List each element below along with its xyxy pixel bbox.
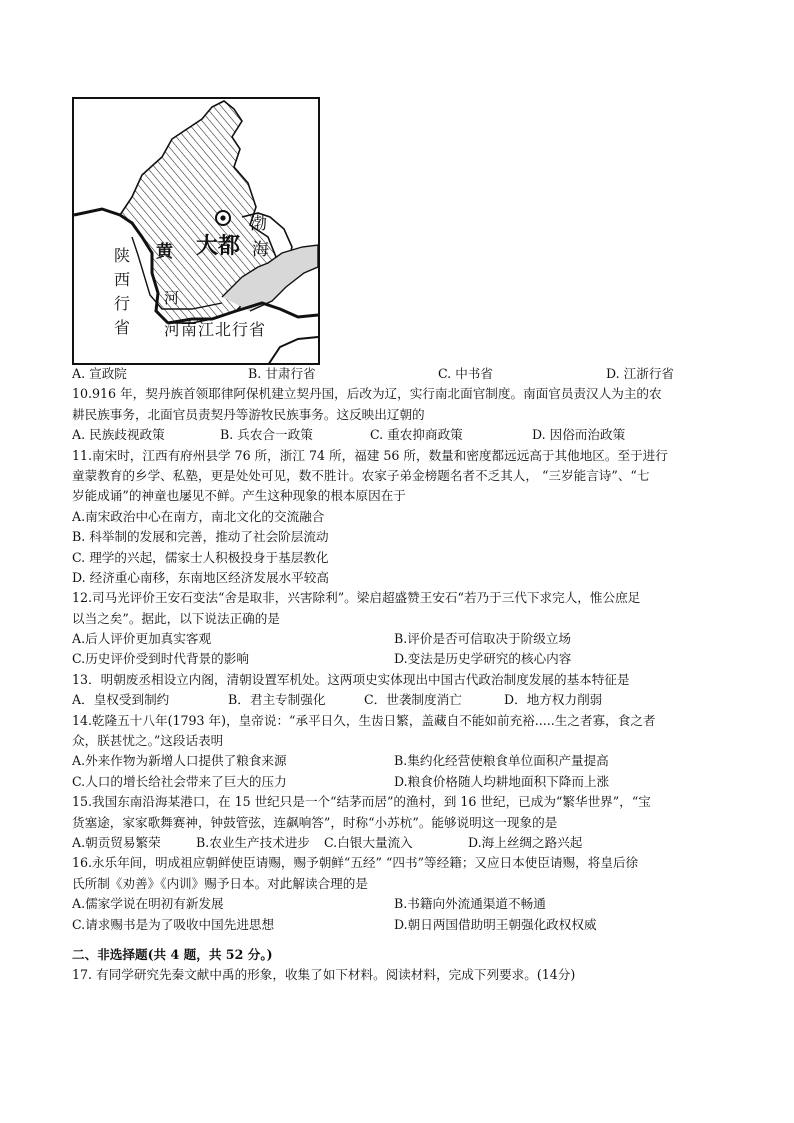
q9-option-a[interactable]: A. 宣政院 xyxy=(72,366,127,381)
q15-option-a[interactable]: A.朝贡贸易繁荣 xyxy=(72,834,161,850)
q14-option-d[interactable]: D.粮食价格随人均耕地面积下降而上涨 xyxy=(394,773,610,789)
map-label-shaanxi-4: 省 xyxy=(114,318,131,337)
q14-stem-line-2: 众，朕甚忧之。”这段话表明 xyxy=(72,733,224,749)
q11-option-c[interactable]: C. 理学的兴起，儒家士人积极投身于基层教化 xyxy=(72,549,329,565)
q11-stem-line-1: 11.南宋时，江西有府州县学 76 所，浙江 74 所，福建 56 所，数量和密度都远远高于其他地区。至于进行 xyxy=(72,447,668,463)
q10-option-a[interactable]: A. 民族歧视政策 xyxy=(72,427,165,443)
q13-option-d[interactable]: D．地方权力削弱 xyxy=(504,692,603,708)
q15-option-c[interactable]: C.白银大量流入 xyxy=(324,834,413,850)
q12-stem-line-2: 以当之矣”。据此，以下说法正确的是 xyxy=(72,610,280,626)
q10-stem-line-1: 10.916 年，契丹族首领耶律阿保机建立契丹国，后改为辽，实行南北面官制度。南面官员责汉人为主的农 xyxy=(72,386,662,402)
q12-option-d[interactable]: D.变法是历史学研究的核心内容 xyxy=(394,651,572,667)
q13-stem-line-1: 13．明朝废丞相设立内阁，清朝设置军机处。这两项史实体现出中国古代政治制度发展的基本特征是 xyxy=(72,671,630,687)
map-label-shaanxi-3: 行 xyxy=(114,294,131,313)
q14-option-b[interactable]: B.集约化经营使粮食单位面积产量提高 xyxy=(394,753,609,769)
map-label-dadu: 大都 xyxy=(196,233,241,259)
q10-options xyxy=(72,425,742,445)
q10-stem-line-2: 耕民族事务，北面官员责契丹等游牧民族事务。这反映出辽朝的 xyxy=(72,406,425,422)
q16-option-d[interactable]: D.朝日两国借助明王朝强化政权权威 xyxy=(394,916,597,932)
question-text xyxy=(72,364,742,986)
q11-option-d[interactable]: D. 经济重心南移，东南地区经济发展水平较高 xyxy=(72,569,329,585)
yuan-map-figure xyxy=(72,97,320,365)
q11-stem-line-2: 童蒙教育的乡学、私塾，更是处处可见，数不胜计。农家子弟金榜题名者不乏其人， “三岁能言诗”、“七 xyxy=(72,467,650,483)
map-label-shaanxi-1: 陕 xyxy=(114,246,131,265)
q10-option-b[interactable]: B. 兵农合一政策 xyxy=(220,427,313,443)
q11-stem-line-3: 岁能成诵”的神童也屡见不鲜。产生这种现象的根本原因在于 xyxy=(72,488,406,504)
q12-option-b[interactable]: B.评价是否可信取决于阶级立场 xyxy=(394,631,571,647)
q14-stem-line-1: 14.乾隆五十八年(1793 年)，皇帝说：“承平日久，生齿日繁，盖藏自不能如前充裕.....生之者寡，食之者 xyxy=(72,712,656,728)
q9-option-b[interactable]: B. 甘肃行省 xyxy=(248,366,316,381)
q16-options-row-2 xyxy=(72,915,742,935)
q16-stem-line-2: 氏所制《劝善》《内训》赐予日本。对此解读合理的是 xyxy=(72,875,368,891)
map-label-hai: 海 xyxy=(252,240,269,260)
q10-option-d[interactable]: D. 因俗而治政策 xyxy=(532,427,626,443)
q14-options-row-2 xyxy=(72,772,742,792)
q14-option-c[interactable]: C.人口的增长给社会带来了巨大的压力 xyxy=(72,773,287,789)
section-2-title: 二、非选择题(共 4 题，共 52 分。) xyxy=(72,946,273,962)
q11-option-a[interactable]: A.南宋政治中心在南方，南北文化的交流融合 xyxy=(72,508,325,524)
q9-option-d[interactable]: D. 江浙行省 xyxy=(606,366,675,381)
q16-option-c[interactable]: C.请求赐书是为了吸收中国先进思想 xyxy=(72,916,275,932)
q15-stem-line-2: 货塞途，家家歌舞赛神，钟鼓管弦，连飙响答”，时称“小苏杭”。能够说明这一现象的是 xyxy=(72,814,558,830)
map-label-henan-jiangbei: 河南江北行省 xyxy=(164,320,267,339)
q16-options-row-1 xyxy=(72,894,742,914)
q15-options xyxy=(72,833,742,853)
map-label-shaanxi-2: 西 xyxy=(114,270,131,289)
q17-stem: 17. 有同学研究先秦文献中禹的形象，收集了如下材料。阅读材料，完成下列要求。(14分) xyxy=(72,967,576,983)
q16-option-a[interactable]: A.儒家学说在明初有新发展 xyxy=(72,896,224,912)
q10-option-c[interactable]: C. 重农抑商政策 xyxy=(370,427,463,443)
section-gap xyxy=(72,935,742,945)
q12-stem-line-1: 12.司马光评价王安石变法“舍是取非，兴害除利”。梁启超盛赞王安石“若乃于三代下求完人，惟公庶足 xyxy=(72,590,641,606)
q12-options-row-2 xyxy=(72,649,742,669)
map-label-huang: 黄 xyxy=(156,242,173,262)
q12-options-row-1 xyxy=(72,629,742,649)
q14-options-row-1 xyxy=(72,751,742,771)
q9-option-c[interactable]: C. 中书省 xyxy=(438,366,493,381)
q12-option-a[interactable]: A.后人评价更加真实客观 xyxy=(72,631,212,647)
q16-option-b[interactable]: B.书籍向外流通渠道不畅通 xyxy=(394,896,546,912)
q13-option-a[interactable]: A．皇权受到制约 xyxy=(72,692,170,708)
q15-option-b[interactable]: B.农业生产技术进步 xyxy=(196,834,311,850)
q9-options xyxy=(72,364,742,384)
q11-option-b[interactable]: B. 科举制的发展和完善，推动了社会阶层流动 xyxy=(72,529,329,545)
q15-stem-line-1: 15.我国东南沿海某港口，在 15 世纪只是一个“结茅而居”的渔村，到 16 世纪，已成为“繁华世界”，“宝 xyxy=(72,794,651,810)
q13-options xyxy=(72,690,742,710)
q15-option-d[interactable]: D.海上丝绸之路兴起 xyxy=(468,834,583,850)
q13-option-b[interactable]: B．君主专制强化 xyxy=(228,692,326,708)
q13-option-c[interactable]: C．世袭制度消亡 xyxy=(364,692,462,708)
map-label-he: 河 xyxy=(164,289,180,307)
q16-stem-line-1: 16.永乐年间，明成祖应朝鲜使臣请赐，赐予朝鲜“五经” “四书”等经籍；又应日本使臣请赐，将皇后徐 xyxy=(72,855,639,871)
map-label-bo: 渤 xyxy=(250,214,267,234)
q12-option-c[interactable]: C.历史评价受到时代背景的影响 xyxy=(72,651,249,667)
q14-option-a[interactable]: A.外来作物为新增人口提供了粮食来源 xyxy=(72,753,287,769)
